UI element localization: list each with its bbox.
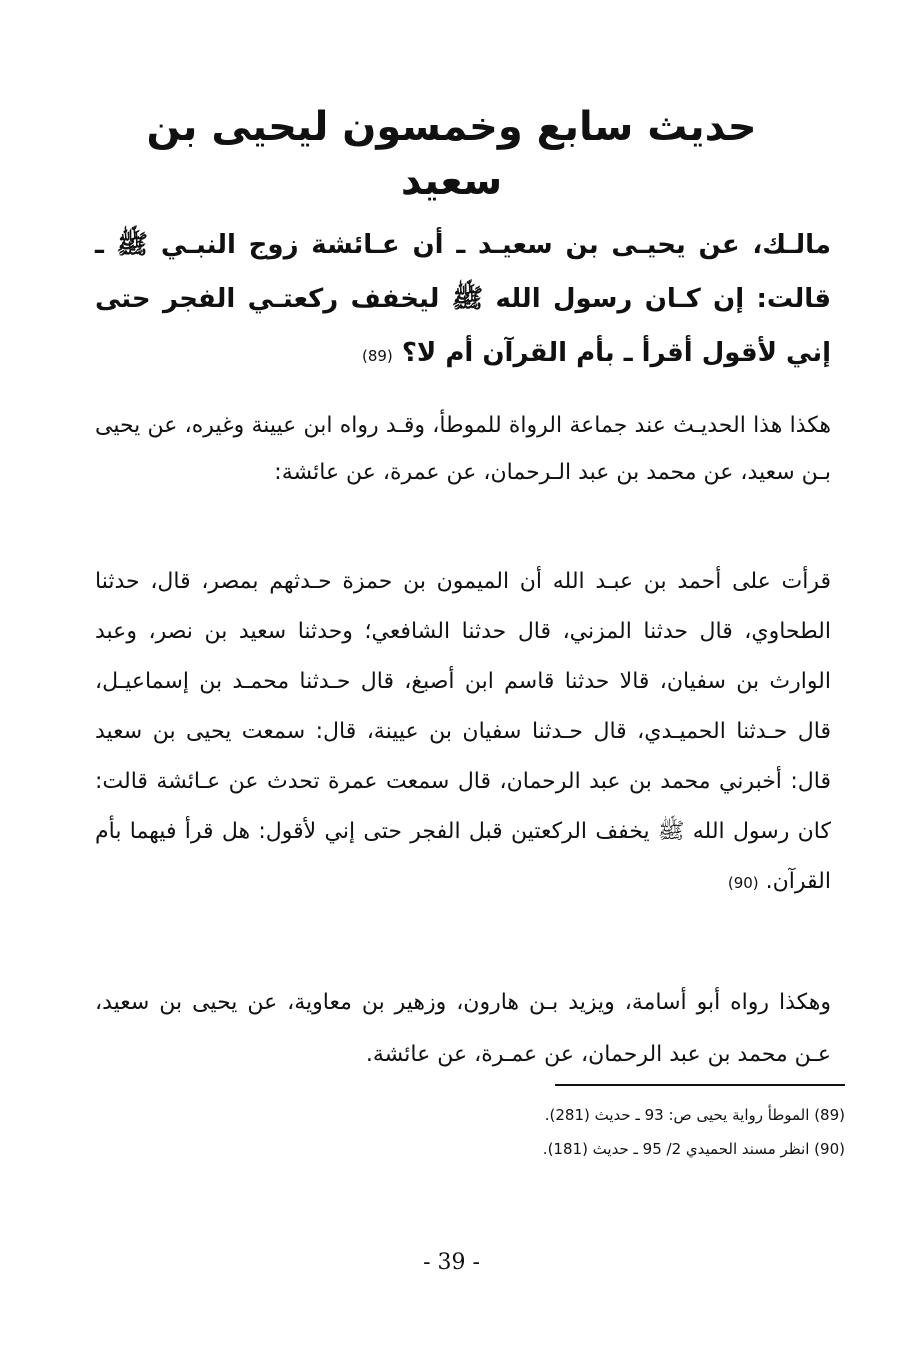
footnotes-list <box>200 1098 845 1166</box>
footnote-item: (90) انظر مسند الحميدي 2/ 95 ـ حديث (181). <box>542 1140 845 1158</box>
page-number: - 39 - <box>423 1250 480 1275</box>
closing-paragraph: وهكذا رواه أبو أسامة، ويزيد بـن هارون، وزهير بن معاوية، عن يحيى بن سعيد، عـن محمد بن عبد الرحمان، عن عمـرة، عن عائشة. <box>95 990 831 1067</box>
hadith-text <box>95 218 831 383</box>
footnote-divider <box>555 1084 845 1086</box>
footnote-ref-90: (90) <box>727 874 759 892</box>
page-title: حديث سابع وخمسون ليحيى بن سعيد <box>146 104 757 204</box>
isnad-body: قرأت على أحمد بن عبـد الله أن الميمون بن حمزة حـدثهم بمصر، قال، حدثنا الطحاوي، قال حدثنا المزني، قال حدثنا الشافعي؛ وحدثنا سعيد بن نصر، وعبد الوارث بن سفيان، قالا حدثنا قاسم ابن أصبغ، قال حـدثنا محمـد بن إسماعيـل، قال حـدثنا الحميـدي، قال حـدثنا سفيان بن عيينة، قال: سمعت يحيى بن سعيد قال: أخبرني محمد بن عبد الرحمان، قال سمعت عمرة تحدث عن عـائشة قالت: كان رسول الله ﷺ يخفف الركعتين قبل الفجر حتى إني لأقول: هل قرأ فيهما بأم القرآن. <box>95 569 831 894</box>
commentary-paragraph: هكذا هذا الحديـث عند جماعة الرواة للموطأ، وقـد رواه ابن عيينة وغيره، عن يحيى بـن سعيد، عن محمد بن عبد الـرحمان، عن عمرة، عن عائشة: <box>95 413 831 485</box>
footnote-item: (89) الموطأ رواية يحيى ص: 93 ـ حديث (281). <box>544 1106 845 1124</box>
isnad-paragraph <box>95 557 831 908</box>
footnote-ref-89: (89) <box>361 347 393 365</box>
hadith-body: مالـك، عن يحيـى بن سعيـد ـ أن عـائشة زوج النبـي ﷺ ـ قالت: إن كـان رسول الله ﷺ ليخفف ركعتـي الفجر حتى إني لأقول أقرأ ـ بأم القرآن أم لا؟ <box>95 230 831 368</box>
